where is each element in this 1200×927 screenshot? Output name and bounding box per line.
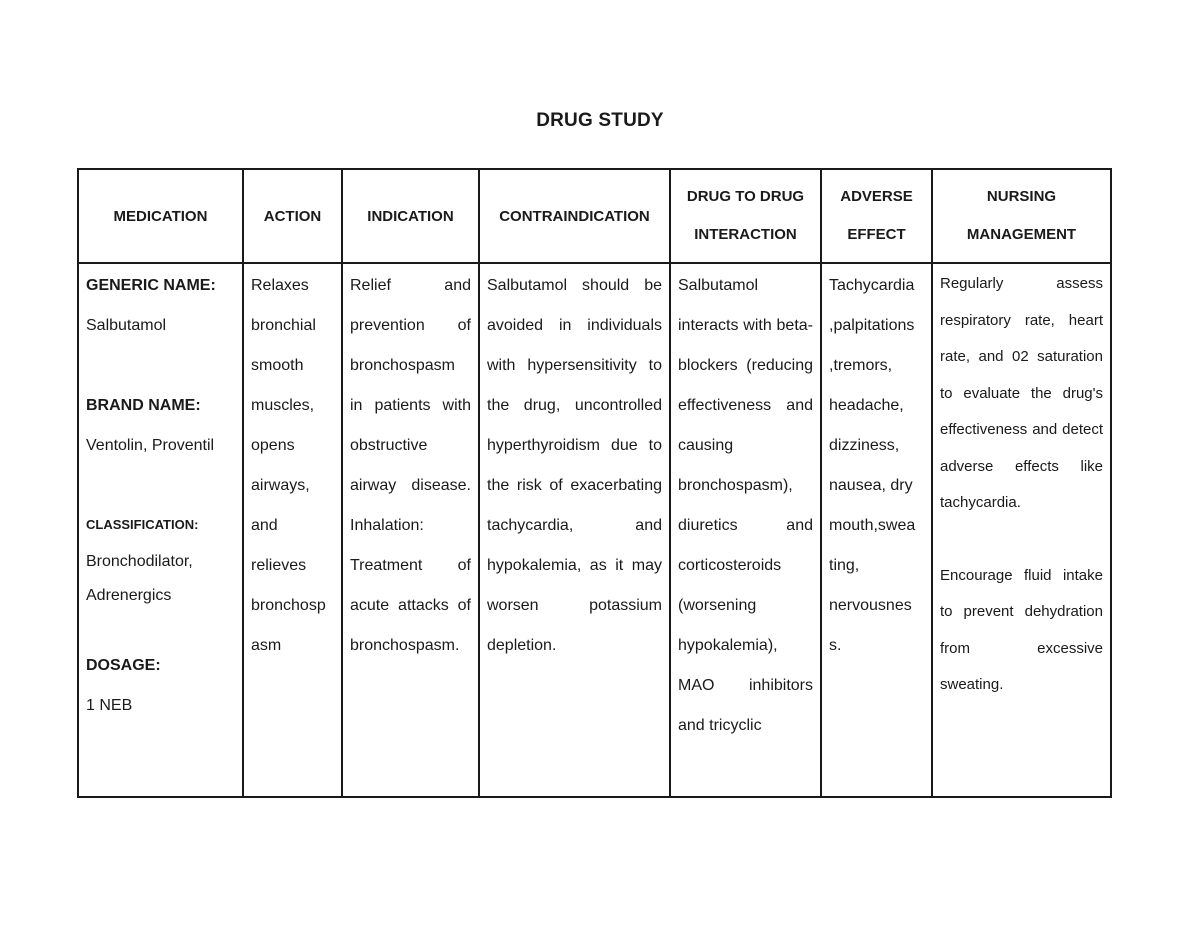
header-indication: INDICATION bbox=[342, 169, 479, 263]
generic-name-label: GENERIC NAME: bbox=[86, 277, 216, 294]
action-text: Relaxes bronchial smooth muscles, opens airways, and relieves bronchosp asm bbox=[251, 277, 326, 654]
adverse-effect-cell bbox=[821, 263, 932, 797]
generic-name-value: Salbutamol bbox=[86, 317, 167, 334]
action-cell bbox=[243, 263, 342, 797]
interaction-cell bbox=[670, 263, 821, 797]
data-row bbox=[78, 263, 1111, 797]
nursing-management-cell bbox=[932, 263, 1111, 797]
contraindication-text: Salbutamol should be avoided in individuals with hypersensitivity to the drug, uncontrolled hyperthyroidism due to the risk of exacerbating tachycardia, and hypokalemia, as it may worsen potassium depletion. bbox=[487, 277, 662, 654]
classification-label: CLASSIFICATION: bbox=[86, 517, 199, 532]
header-drug-interaction: DRUG TO DRUG INTERACTION bbox=[670, 169, 821, 263]
header-nursing-management: NURSING MANAGEMENT bbox=[932, 169, 1111, 263]
dosage-value: 1 NEB bbox=[86, 697, 133, 714]
header-contraindication: CONTRAINDICATION bbox=[479, 169, 670, 263]
classification-value-2: Adrenergics bbox=[86, 587, 172, 604]
classification-value-1: Bronchodilator, bbox=[86, 553, 193, 570]
medication-cell bbox=[78, 263, 243, 797]
adverse-effect-text: Tachycardia ,palpitations ,tremors, headache, dizziness, nausea, dry mouth,swea ting, nervousnes s. bbox=[829, 277, 916, 654]
dosage-label: DOSAGE: bbox=[86, 657, 161, 674]
drug-study-table bbox=[77, 168, 1112, 798]
nursing-paragraph-1: Regularly assess respiratory rate, heart rate, and 02 saturation to evaluate the drug's effectiveness and detect adverse effects like tachycardia. bbox=[940, 275, 1103, 511]
brand-name-label: BRAND NAME: bbox=[86, 397, 201, 414]
header-medication: MEDICATION bbox=[78, 169, 243, 263]
header-row bbox=[78, 169, 1111, 263]
header-adverse-effect: ADVERSE EFFECT bbox=[821, 169, 932, 263]
page-title: DRUG STUDY bbox=[536, 110, 664, 131]
nursing-paragraph-2: Encourage fluid intake to prevent dehydration from excessive sweating. bbox=[940, 566, 1103, 693]
interaction-text: Salbutamol interacts with beta-blockers (reducing effectiveness and causing bronchospasm), diuretics and corticosteroids (worsening hypokalemia), MAO inhibitors and tricyclic bbox=[678, 277, 813, 734]
contraindication-cell bbox=[479, 263, 670, 797]
indication-text: Relief and prevention of bronchospasm in patients with obstructive airway disease. Inhalation: Treatment of acute attacks of bronchospasm. bbox=[350, 277, 471, 654]
brand-name-value: Ventolin, Proventil bbox=[86, 437, 215, 454]
header-action: ACTION bbox=[243, 169, 342, 263]
indication-cell bbox=[342, 263, 479, 797]
